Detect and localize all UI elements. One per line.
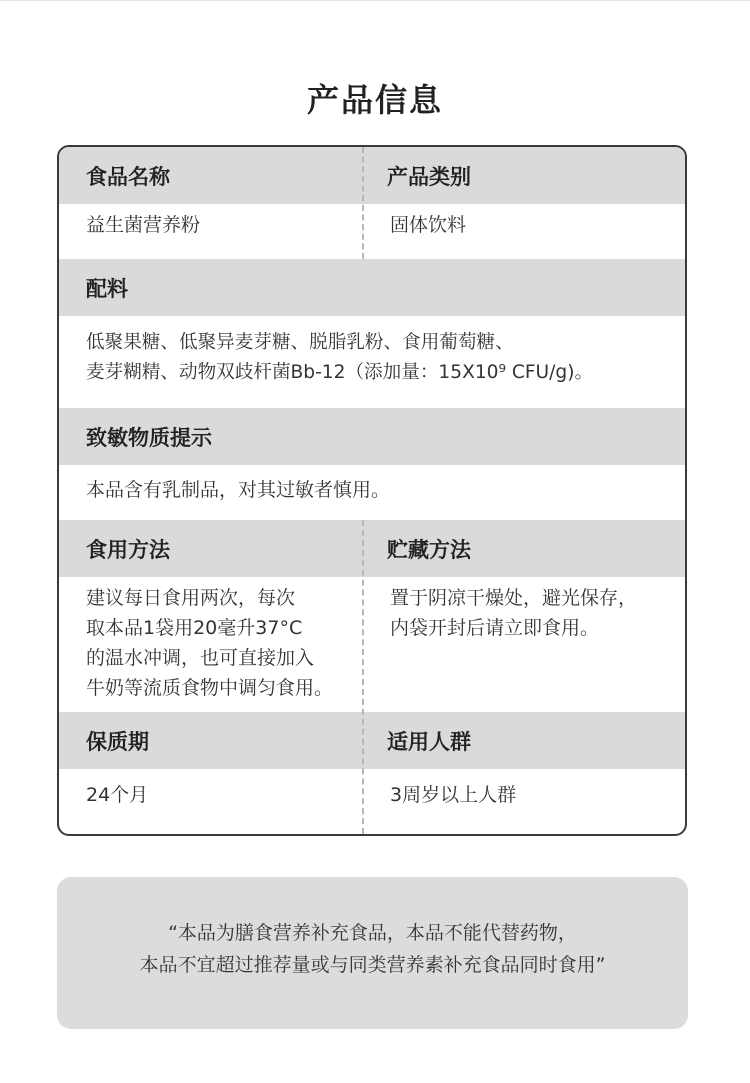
allergen-value: 本品含有乳制品，对其过敏者慎用。 [86, 479, 391, 501]
shelf-life-label: 保质期 [86, 729, 149, 754]
table-row [59, 147, 685, 204]
usage-value-cell [59, 577, 362, 712]
ingredients-header-cell [59, 259, 685, 316]
column-divider [362, 520, 364, 834]
audience-value: 3周岁以上人群 [390, 784, 517, 806]
table-row [59, 204, 685, 259]
allergen-value-cell [59, 465, 685, 520]
table-row [59, 316, 685, 408]
ingredients-value-cell [59, 316, 685, 408]
column-divider [362, 147, 364, 259]
category-label: 产品类别 [387, 164, 471, 189]
table-row [59, 465, 685, 520]
usage-value: 建议每日食用两次，每次 取本品1袋用20毫升37°C 的温水冲调，也可直接加入 牛奶等流质食物中调匀食用。 [86, 587, 334, 699]
storage-label: 贮藏方法 [387, 537, 471, 562]
audience-value-cell [364, 769, 685, 834]
audience-label: 适用人群 [387, 729, 471, 754]
storage-value: 置于阴凉干燥处，避光保存， 内袋开封后请立即食用。 [390, 587, 638, 639]
table-row [59, 769, 685, 834]
audience-header-cell [364, 712, 685, 769]
disclaimer-text: “本品为膳食营养补充食品，本品不能代替药物， 本品不宜超过推荐量或与同类营养素补充食品同时食用” [139, 922, 606, 976]
shelf-life-value: 24个月 [86, 784, 149, 806]
category-value-cell [364, 204, 685, 259]
ingredients-label: 配料 [86, 276, 128, 301]
ingredients-value: 低聚果糖、低聚异麦芽糖、脱脂乳粉、食用葡萄糖、 麦芽糊精、动物双歧杆菌Bb-12（添加量：15X10⁹ CFU/g)。 [86, 332, 594, 383]
category-value: 固体饮料 [390, 214, 467, 236]
name-value-cell [59, 204, 362, 259]
usage-header-cell [59, 520, 362, 577]
product-info-table [57, 145, 687, 836]
table-row [59, 520, 685, 577]
name-header-cell [59, 147, 362, 204]
allergen-label: 致敏物质提示 [86, 425, 212, 450]
table-row [59, 408, 685, 465]
category-header-cell [364, 147, 685, 204]
disclaimer-box [57, 877, 688, 1029]
storage-header-cell [364, 520, 685, 577]
usage-label: 食用方法 [86, 537, 170, 562]
name-label: 食品名称 [86, 164, 170, 189]
table-row [59, 259, 685, 316]
shelf-life-header-cell [59, 712, 362, 769]
allergen-header-cell [59, 408, 685, 465]
name-value: 益生菌营养粉 [86, 214, 201, 236]
storage-value-cell [364, 577, 685, 712]
top-divider [0, 0, 750, 1]
table-row [59, 577, 685, 712]
shelf-life-value-cell [59, 769, 362, 834]
table-row [59, 712, 685, 769]
page-title: 产品信息 [306, 81, 443, 119]
